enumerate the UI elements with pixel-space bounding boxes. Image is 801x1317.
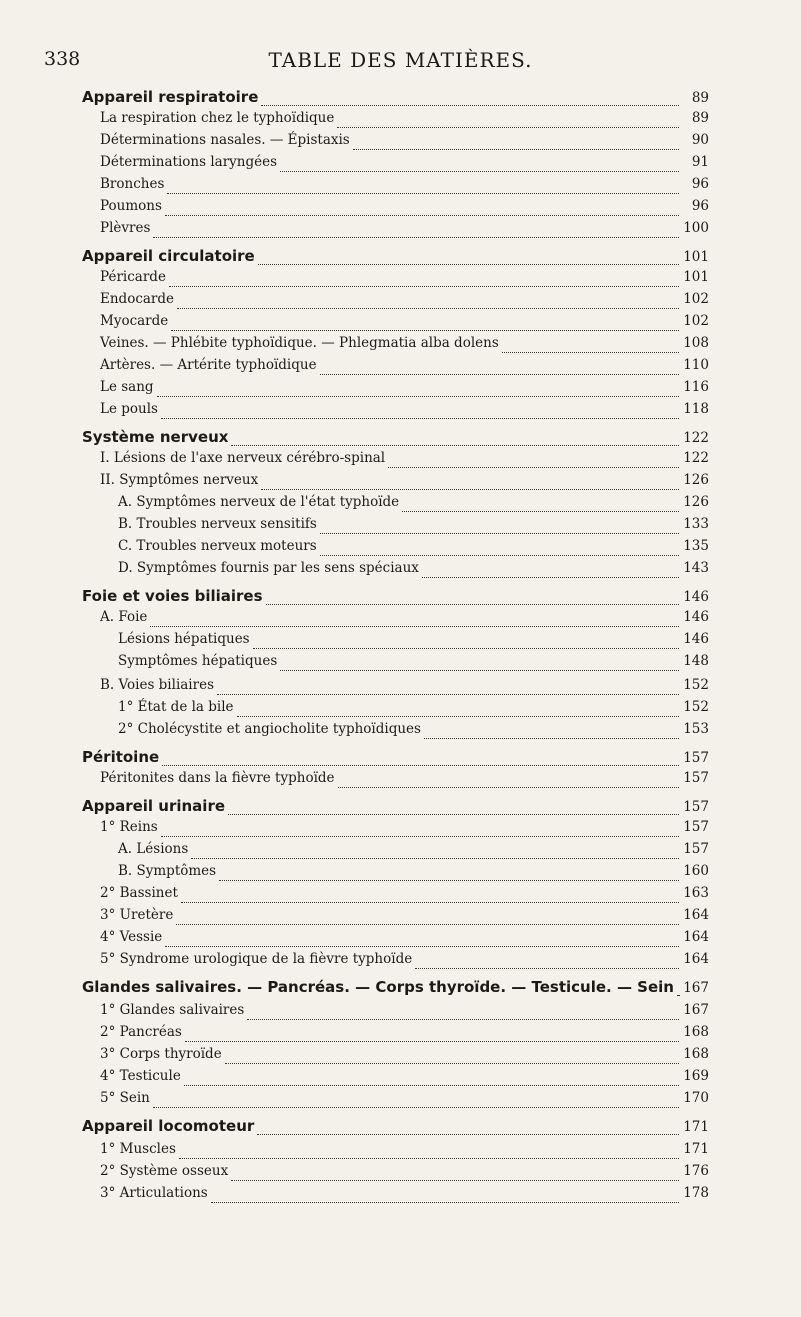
toc-entry-title: 4° Vessie [100,929,163,945]
toc-page-number: 126 [683,472,709,488]
toc-entry-title: A. Symptômes nerveux de l'état typhoïde [118,494,400,510]
toc-entry [100,1163,709,1185]
toc-entry-title: 5° Sein [100,1090,150,1106]
toc-entry [118,699,709,721]
toc-page-number: 122 [683,430,709,446]
toc-page-number: 171 [683,1119,709,1135]
leader-dots [422,577,679,578]
toc-entry-title: Appareil locomoteur [82,1117,255,1135]
leader-dots [157,396,679,397]
toc-page-number: 96 [691,198,709,214]
toc-entry-title: Bronches [100,176,165,192]
toc-entry-title: 1° État de la bile [118,699,234,715]
toc-entry-title: Endocarde [100,291,175,307]
toc-entry-title: Artères. — Artérite typhoïdique [100,357,317,373]
toc-page-number: 168 [683,1024,709,1040]
toc-entry [100,609,709,631]
toc-entry [100,929,709,951]
toc-entry [100,154,709,176]
toc-page-number: 167 [683,980,709,996]
toc-section-heading [82,247,709,269]
toc-entry [100,677,709,699]
leader-dots [320,533,679,534]
toc-entry [118,721,709,743]
toc-entry [100,110,709,132]
toc-page-number: 169 [683,1068,709,1084]
toc-entry-title: A. Lésions [118,841,189,857]
toc-entry [100,472,709,494]
leader-dots [261,489,679,490]
leader-dots [181,902,679,903]
leader-dots [258,264,679,265]
toc-page-number: 164 [683,907,709,923]
leader-dots [247,1019,679,1020]
leader-dots [153,1107,679,1108]
leader-dots [185,1041,679,1042]
toc-page-number: 90 [691,132,709,148]
toc-entry-title: Péritoine [82,748,160,766]
toc-section-heading [82,748,709,770]
leader-dots [162,765,679,766]
toc-page-number: 163 [683,885,709,901]
toc-entry-title: Foie et voies biliaires [82,587,263,605]
toc-page-number: 152 [683,699,709,715]
toc-entry-title: Myocarde [100,313,169,329]
toc-page-number: 146 [683,609,709,625]
leader-dots [176,924,679,925]
toc-section-heading [82,978,709,1000]
toc-page-number: 178 [683,1185,709,1201]
toc-entry-title: 2° Cholécystite et angiocholite typhoïdiques [118,721,421,737]
page-number: 338 [44,48,81,70]
leader-dots [237,716,679,717]
toc-entry [118,863,709,885]
toc-page-number: 157 [683,750,709,766]
toc-page-number: 170 [683,1090,709,1106]
leader-dots [280,171,679,172]
toc-entry [118,631,709,653]
leader-dots [415,968,679,969]
toc-entry [100,1185,709,1207]
toc-page-number: 153 [683,721,709,737]
toc-section-heading [82,428,709,450]
toc-page-number: 171 [683,1141,709,1157]
toc-entry-title: Déterminations laryngées [100,154,278,170]
toc-entry [100,198,709,220]
toc-entry [100,357,709,379]
toc-entry-title: Glandes salivaires. — Pancréas. — Corps thyroïde. — Testicule. — Sein [82,978,674,996]
toc-entry-title: Plèvres [100,220,151,236]
toc-entry [100,885,709,907]
toc-entry-title: 4° Testicule [100,1068,181,1084]
toc-entry-title: 3° Articulations [100,1185,208,1201]
toc-entry-title: Symptômes hépatiques [118,653,278,669]
toc-entry [100,291,709,313]
toc-page-number: 100 [683,220,709,236]
toc-page-number: 122 [683,450,709,466]
running-title: TABLE DES MATIÈRES. [268,48,533,72]
toc-entry-title: 1° Reins [100,819,158,835]
toc-entry [118,494,709,516]
toc-entry [100,1046,709,1068]
leader-dots [388,467,679,468]
leader-dots [424,738,679,739]
toc-entry-title: Le sang [100,379,154,395]
toc-entry [100,951,709,973]
toc-page-number: 143 [683,560,709,576]
toc-page-number: 164 [683,951,709,967]
toc-entry-title: Appareil respiratoire [82,88,259,106]
leader-dots [177,308,679,309]
toc-page-number: 157 [683,799,709,815]
toc-entry [118,841,709,863]
leader-dots [231,445,679,446]
toc-entry-title: Le pouls [100,401,158,417]
toc-page-number: 168 [683,1046,709,1062]
leader-dots [167,193,679,194]
leader-dots [161,418,679,419]
toc-page-number: 152 [683,677,709,693]
toc-entry [100,1068,709,1090]
toc-page-number: 146 [683,631,709,647]
toc-entry [118,516,709,538]
toc-page-number: 102 [683,291,709,307]
leader-dots [150,626,679,627]
toc-entry-title: 1° Glandes salivaires [100,1002,245,1018]
toc-page-number: 118 [683,401,709,417]
leader-dots [261,105,679,106]
leader-dots [211,1202,679,1203]
toc-page-number: 167 [683,1002,709,1018]
toc-entry [100,220,709,242]
toc-entry [100,176,709,198]
leader-dots [266,604,679,605]
toc-entry-title: 2° Pancréas [100,1024,182,1040]
toc-page-number: 133 [683,516,709,532]
toc-page-number: 91 [691,154,709,170]
toc-entry-title: 3° Uretère [100,907,174,923]
toc-page-number: 110 [683,357,709,373]
toc-entry-title: 2° Bassinet [100,885,178,901]
toc-entry [100,819,709,841]
toc-entry-title: A. Foie [100,609,148,625]
toc-page-number: 176 [683,1163,709,1179]
leader-dots [231,1180,679,1181]
toc-page-number: 116 [683,379,709,395]
leader-dots [228,814,679,815]
leader-dots [165,215,679,216]
toc-entry [100,1024,709,1046]
leader-dots [191,858,679,859]
leader-dots [280,670,679,671]
toc-entry [118,560,709,582]
leader-dots [161,836,679,837]
toc-page-number: 157 [683,841,709,857]
toc-entry [100,1002,709,1024]
toc-page-number: 160 [683,863,709,879]
toc-entry [100,1141,709,1163]
toc-entry-title: 5° Syndrome urologique de la fièvre typhoïde [100,951,413,967]
leader-dots [217,694,679,695]
toc-entry [100,335,709,357]
toc-entry-title: B. Symptômes [118,863,217,879]
leader-dots [337,127,679,128]
toc-entry [100,269,709,291]
toc-section-heading [82,587,709,609]
toc-section-heading [82,88,709,110]
toc-entry [100,450,709,472]
toc-entry-title: Lésions hépatiques [118,631,250,647]
toc-entry-title: B. Voies biliaires [100,677,214,693]
leader-dots [179,1158,679,1159]
leader-dots [184,1085,679,1086]
toc-entry [118,538,709,560]
toc-page-number: 157 [683,819,709,835]
leader-dots [338,787,679,788]
leader-dots [225,1063,679,1064]
leader-dots [320,374,679,375]
toc-entry-title: Appareil urinaire [82,797,226,815]
toc-page-number: 108 [683,335,709,351]
leader-dots [171,330,679,331]
toc-entry [100,132,709,154]
toc-entry-title: 3° Corps thyroïde [100,1046,222,1062]
toc-entry-title: Système nerveux [82,428,229,446]
toc-entry-title: Appareil circulatoire [82,247,255,265]
toc-page-number: 102 [683,313,709,329]
toc-entry [100,401,709,423]
toc-entry [100,313,709,335]
toc-entry [118,653,709,675]
toc-entry [100,379,709,401]
toc-page-number: 148 [683,653,709,669]
toc-entry [100,1090,709,1112]
leader-dots [219,880,679,881]
toc-page-number: 146 [683,589,709,605]
toc-entry [100,770,709,792]
toc-entry-title: B. Troubles nerveux sensitifs [118,516,317,532]
toc-entry-title: 1° Muscles [100,1141,176,1157]
toc-page-number: 164 [683,929,709,945]
leader-dots [677,995,679,996]
toc-entry-title: Veines. — Phlébite typhoïdique. — Phlegmatia alba dolens [100,335,499,351]
toc-entry-title: II. Symptômes nerveux [100,472,259,488]
leader-dots [169,286,679,287]
leader-dots [320,555,679,556]
toc-entry-title: C. Troubles nerveux moteurs [118,538,317,554]
toc-page-number: 135 [683,538,709,554]
leader-dots [502,352,679,353]
toc-page-number: 89 [691,90,709,106]
toc-page-number: 101 [683,249,709,265]
toc-entry-title: Péricarde [100,269,166,285]
toc-entry-title: D. Symptômes fournis par les sens spéciaux [118,560,419,576]
toc-entry [100,907,709,929]
leader-dots [353,149,679,150]
toc-section-heading [82,1117,709,1139]
toc-entry-title: Déterminations nasales. — Épistaxis [100,132,350,148]
toc-entry-title: Péritonites dans la fièvre typhoïde [100,770,335,786]
toc-entry-title: Poumons [100,198,162,214]
toc-page-number: 89 [691,110,709,126]
toc-page-number: 126 [683,494,709,510]
leader-dots [165,946,679,947]
toc-page-number: 96 [691,176,709,192]
leader-dots [257,1134,679,1135]
toc-entry-title: I. Lésions de l'axe nerveux cérébro-spinal [100,450,386,466]
toc-page-number: 101 [683,269,709,285]
toc-page-number: 157 [683,770,709,786]
toc-entry-title: La respiration chez le typhoïdique [100,110,335,126]
leader-dots [153,237,679,238]
toc-section-heading [82,797,709,819]
leader-dots [253,648,679,649]
toc-entry-title: 2° Système osseux [100,1163,229,1179]
leader-dots [402,511,679,512]
